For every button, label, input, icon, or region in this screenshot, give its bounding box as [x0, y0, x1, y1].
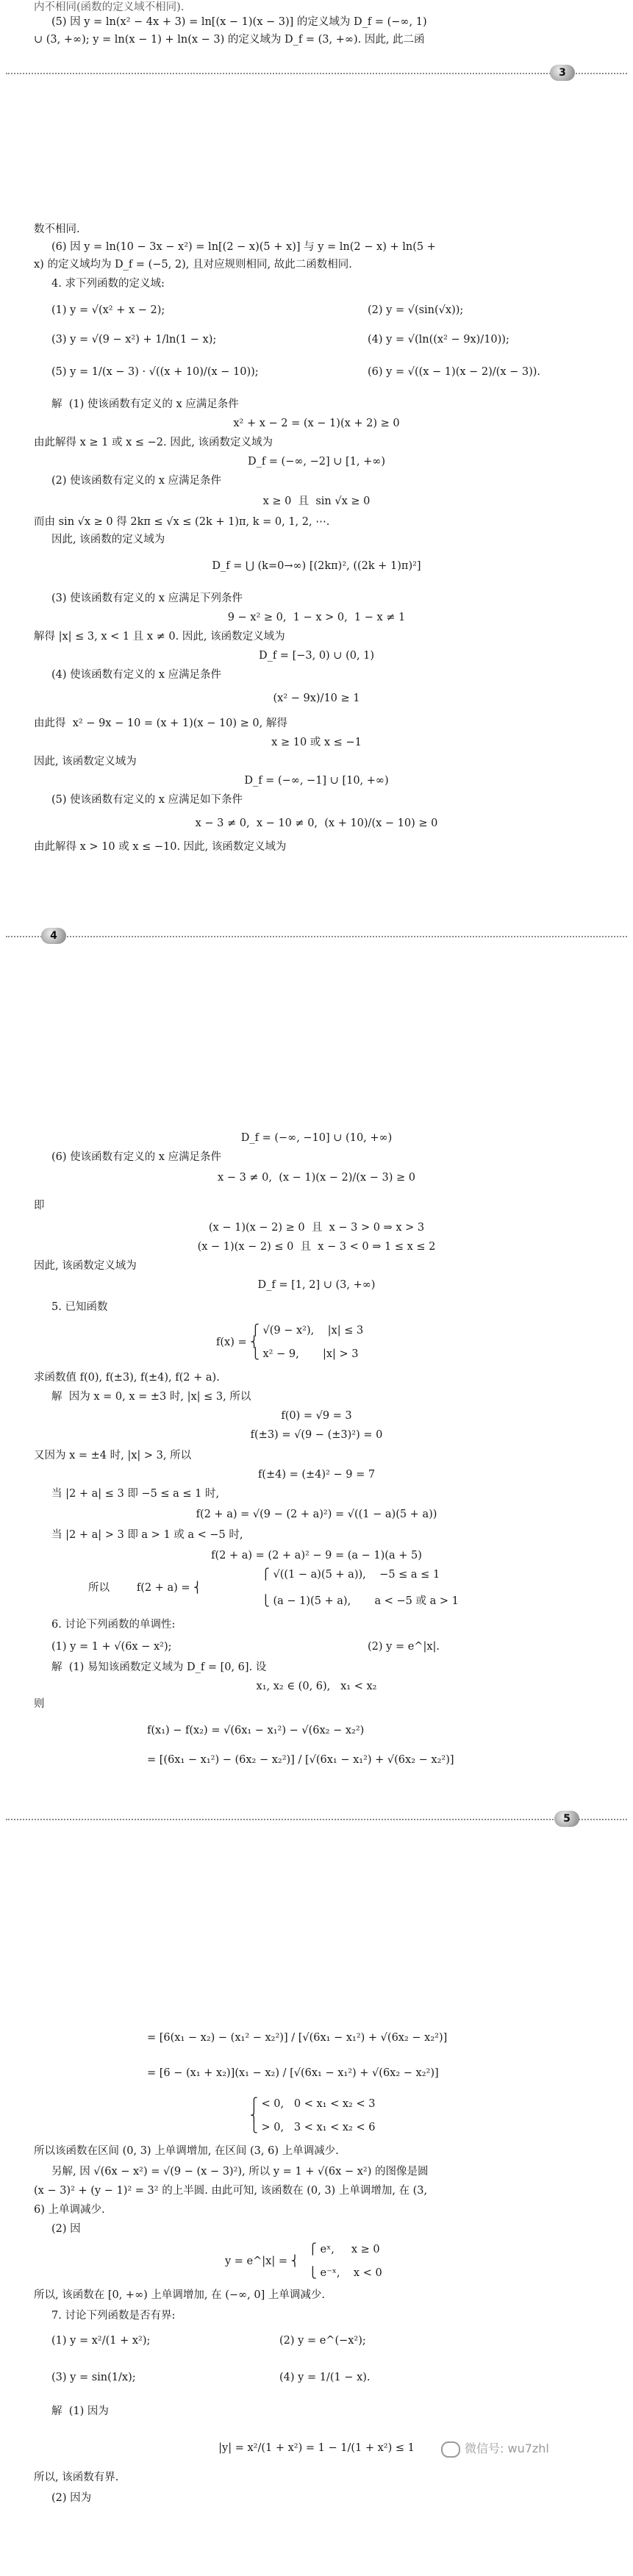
text-line: (4) 使该函数有定义的 x 应满足条件: [51, 669, 222, 681]
text-line: 因此, 该函数定义域为: [34, 756, 137, 768]
text-line: (2) 因为: [51, 2492, 92, 2504]
text-line: 数不相同.: [34, 223, 80, 235]
text-line: (6) 因 y = ln(10 − 3x − x²) = ln[(2 − x)(5 + x)] 与 y = ln(2 − x) + ln(5 +: [51, 241, 436, 253]
solution-heading: 解 (1) 易知该函数定义域为 D_f = [0, 6]. 设: [51, 1661, 267, 1673]
text-line: 即: [34, 1200, 45, 1212]
cut-text-line: 内不相同(函数的定义域不相同).: [34, 1, 185, 13]
formula-line: x₁, x₂ ∈ (0, 6), x₁ < x₂: [256, 1681, 377, 1692]
formula-line: ⎩ e⁻ˣ, x < 0: [309, 2267, 382, 2279]
watermark-text: 微信号: wu7zhl: [465, 2441, 549, 2455]
text-line: 6) 上单调减少.: [34, 2204, 105, 2216]
formula-item: (4) y = 1/(1 − x).: [279, 2372, 371, 2383]
text-line: 当 |2 + a| ≤ 3 即 −5 ≤ a ≤ 1 时,: [51, 1488, 220, 1500]
formula-item: (4) y = √(ln((x² − 9x)/10));: [368, 334, 509, 346]
formula-line: D_f = (−∞, −1] ∪ [10, +∞): [244, 775, 389, 787]
formula-item: (2) y = e^|x|.: [368, 1641, 440, 1653]
text-line: 所以该函数在区间 (0, 3) 上单调增加, 在区间 (3, 6) 上单调减少.: [34, 2145, 339, 2157]
formula-line: x − 3 ≠ 0, x − 10 ≠ 0, (x + 10)/(x − 10) ≥ 0: [195, 817, 438, 829]
formula-line: ⎧ √((1 − a)(5 + a)), −5 ≤ a ≤ 1: [262, 1569, 440, 1581]
text-line: 又因为 x = ±4 时, |x| > 3, 所以: [34, 1450, 192, 1461]
text-line: 由此解得 x > 10 或 x ≤ −10. 因此, 该函数定义域为: [34, 841, 287, 853]
formula-line: ⎧ √(9 − x²), |x| ≤ 3: [251, 1325, 364, 1337]
text-line: (3) 使该函数有定义的 x 应满足下列条件: [51, 593, 243, 604]
formula-line: (x − 1)(x − 2) ≥ 0 且 x − 3 > 0 ⇒ x > 3: [208, 1222, 425, 1234]
formula-line: D_f = (−∞, −2] ∪ [1, +∞): [247, 456, 386, 468]
formula-item: (2) y = √(sin(√x));: [368, 304, 464, 316]
formula-line: (x² − 9x)/10 ≥ 1: [273, 693, 360, 704]
exercise-heading: 6. 讨论下列函数的单调性:: [51, 1619, 176, 1631]
page-separator: [6, 73, 627, 74]
text-line: x) 的定义域均为 D_f = (−5, 2), 且对应规则相同, 故此二函数相同.: [34, 259, 352, 271]
solution-heading: 解 因为 x = 0, x = ±3 时, |x| ≤ 3, 所以: [51, 1391, 251, 1403]
text-line: (2) 使该函数有定义的 x 应满足条件: [51, 475, 222, 487]
formula-line: ⎩ (a − 1)(5 + a), a < −5 或 a > 1: [262, 1595, 459, 1607]
formula-line: (x − 1)(x − 2) ≤ 0 且 x − 3 < 0 ⇒ 1 ≤ x ≤ 2: [197, 1241, 436, 1253]
text-line: (6) 使该函数有定义的 x 应满足条件: [51, 1151, 222, 1163]
text-line: (x − 3)² + (y − 1)² = 3² 的上半圆. 由此可知, 该函数在 (0, 3) 上单调增加, 在 (3,: [34, 2185, 428, 2197]
formula-line: x² + x − 2 = (x − 1)(x + 2) ≥ 0: [233, 418, 400, 429]
formula-line: = [6 − (x₁ + x₂)](x₁ − x₂) / [√(6x₁ − x₁²) + √(6x₂ − x₂²)]: [147, 2067, 439, 2079]
formula-line: f(x) = ⎨: [216, 1337, 259, 1348]
text-line: 则: [34, 1698, 45, 1710]
formula-line: x − 3 ≠ 0, (x − 1)(x − 2)/(x − 3) ≥ 0: [218, 1172, 415, 1184]
formula-item: (1) y = x²/(1 + x²);: [51, 2335, 151, 2347]
formula-item: (1) y = 1 + √(6x − x²);: [51, 1641, 172, 1653]
page-number-badge: 4: [41, 928, 66, 944]
formula-line: x ≥ 10 或 x ≤ −1: [271, 737, 362, 748]
formula-line: f(x₁) − f(x₂) = √(6x₁ − x₁²) − √(6x₂ − x₂²): [147, 1725, 365, 1736]
text-line: 由此解得 x ≥ 1 或 x ≤ −2. 因此, 该函数定义域为: [34, 437, 273, 448]
formula-line: ⎧ eˣ, x ≥ 0: [309, 2244, 380, 2255]
formula-line: ⎩ > 0, 3 < x₁ < x₂ < 6: [250, 2122, 376, 2133]
text-line: 当 |2 + a| > 3 即 a > 1 或 a < −5 时,: [51, 1529, 243, 1541]
formula-line: f(0) = √9 = 3: [281, 1410, 352, 1422]
page-separator: [6, 1819, 627, 1820]
formula-line: ⎨: [250, 2110, 258, 2122]
formula-line: = [6(x₁ − x₂) − (x₁² − x₂²)] / [√(6x₁ − x₁²) + √(6x₂ − x₂²)]: [147, 2032, 448, 2044]
formula-line: ⎩ x² − 9, |x| > 3: [251, 1348, 359, 1360]
exercise-heading: 7. 讨论下列函数是否有界:: [51, 2310, 176, 2322]
formula-line: f(±4) = (±4)² − 9 = 7: [257, 1469, 376, 1481]
page-number-badge: 3: [550, 65, 575, 81]
formula-line: y = e^|x| = ⎨: [225, 2255, 299, 2267]
formula-line: f(2 + a) = √(9 − (2 + a)²) = √((1 − a)(5 + a)): [196, 1509, 437, 1520]
text-line: 由此得 x² − 9x − 10 = (x + 1)(x − 10) ≥ 0, 解得: [34, 718, 287, 729]
formula-line: 9 − x² ≥ 0, 1 − x > 0, 1 − x ≠ 1: [227, 612, 406, 623]
text-line: 所以, 该函数有界.: [34, 2472, 119, 2483]
exercise-heading: 4. 求下列函数的定义域:: [51, 278, 165, 290]
page-separator: [6, 936, 627, 937]
watermark: [441, 2439, 549, 2458]
wechat-icon: [441, 2441, 460, 2458]
formula-line: x ≥ 0 且 sin √x ≥ 0: [262, 495, 371, 507]
formula-line: f(±3) = √(9 − (±3)²) = 0: [250, 1429, 383, 1441]
solution-heading: 解 (1) 因为: [51, 2405, 109, 2417]
text-line: 因此, 该函数的定义域为: [51, 534, 165, 545]
text-line: 另解, 因 √(6x − x²) = √(9 − (x − 3)²), 所以 y = 1 + √(6x − x²) 的图像是圆: [51, 2166, 429, 2178]
text-line: ∪ (3, +∞); y = ln(x − 1) + ln(x − 3) 的定义域为 D_f = (3, +∞). 因此, 此二函: [34, 34, 425, 46]
formula-item: (3) y = sin(1/x);: [51, 2372, 136, 2383]
formula-line: D_f = ⋃ (k=0→∞) [(2kπ)², ((2k + 1)π)²]: [212, 560, 421, 572]
formula-line: D_f = [−3, 0) ∪ (0, 1): [258, 650, 375, 662]
text-line: (5) 因 y = ln(x² − 4x + 3) = ln[(x − 1)(x − 3)] 的定义域为 D_f = (−∞, 1): [51, 16, 427, 28]
text-line: 解得 |x| ≤ 3, x < 1 且 x ≠ 0. 因此, 该函数定义域为: [34, 631, 285, 643]
formula-line: ⎧ < 0, 0 < x₁ < x₂ < 3: [250, 2098, 376, 2110]
formula-line: 所以 f(2 + a) = ⎨: [88, 1582, 202, 1594]
text-line: (2) 因: [51, 2223, 81, 2235]
page-number-badge: 5: [554, 1811, 579, 1827]
formula-line: D_f = (−∞, −10] ∪ (10, +∞): [240, 1132, 393, 1144]
formula-item: (6) y = √((x − 1)(x − 2)/(x − 3)).: [368, 366, 541, 378]
text-line: 求函数值 f(0), f(±3), f(±4), f(2 + a).: [34, 1372, 220, 1384]
formula-line: f(2 + a) = (2 + a)² − 9 = (a − 1)(a + 5): [211, 1550, 422, 1561]
formula-item: (2) y = e^(−x²);: [279, 2335, 366, 2347]
text-line: 因此, 该函数定义域为: [34, 1260, 137, 1272]
formula-line: = [(6x₁ − x₁²) − (6x₂ − x₂²)] / [√(6x₁ − x₁²) + √(6x₂ − x₂²)]: [147, 1754, 454, 1766]
formula-line: D_f = [1, 2] ∪ (3, +∞): [257, 1279, 376, 1291]
text-line: (5) 使该函数有定义的 x 应满足如下条件: [51, 794, 243, 806]
formula-item: (3) y = √(9 − x²) + 1/ln(1 − x);: [51, 334, 217, 346]
formula-line: |y| = x²/(1 + x²) = 1 − 1/(1 + x²) ≤ 1: [218, 2442, 415, 2454]
solution-heading: 解 (1) 使该函数有定义的 x 应满足条件: [51, 398, 239, 410]
formula-item: (1) y = √(x² + x − 2);: [51, 304, 165, 316]
exercise-heading: 5. 已知函数: [51, 1301, 108, 1313]
text-line: 所以, 该函数在 [0, +∞) 上单调增加, 在 (−∞, 0] 上单调减少.: [34, 2289, 325, 2301]
formula-item: (5) y = 1/(x − 3) · √((x + 10)/(x − 10));: [51, 366, 259, 378]
text-line: 而由 sin √x ≥ 0 得 2kπ ≤ √x ≤ (2k + 1)π, k = 0, 1, 2, ⋯.: [34, 516, 330, 528]
